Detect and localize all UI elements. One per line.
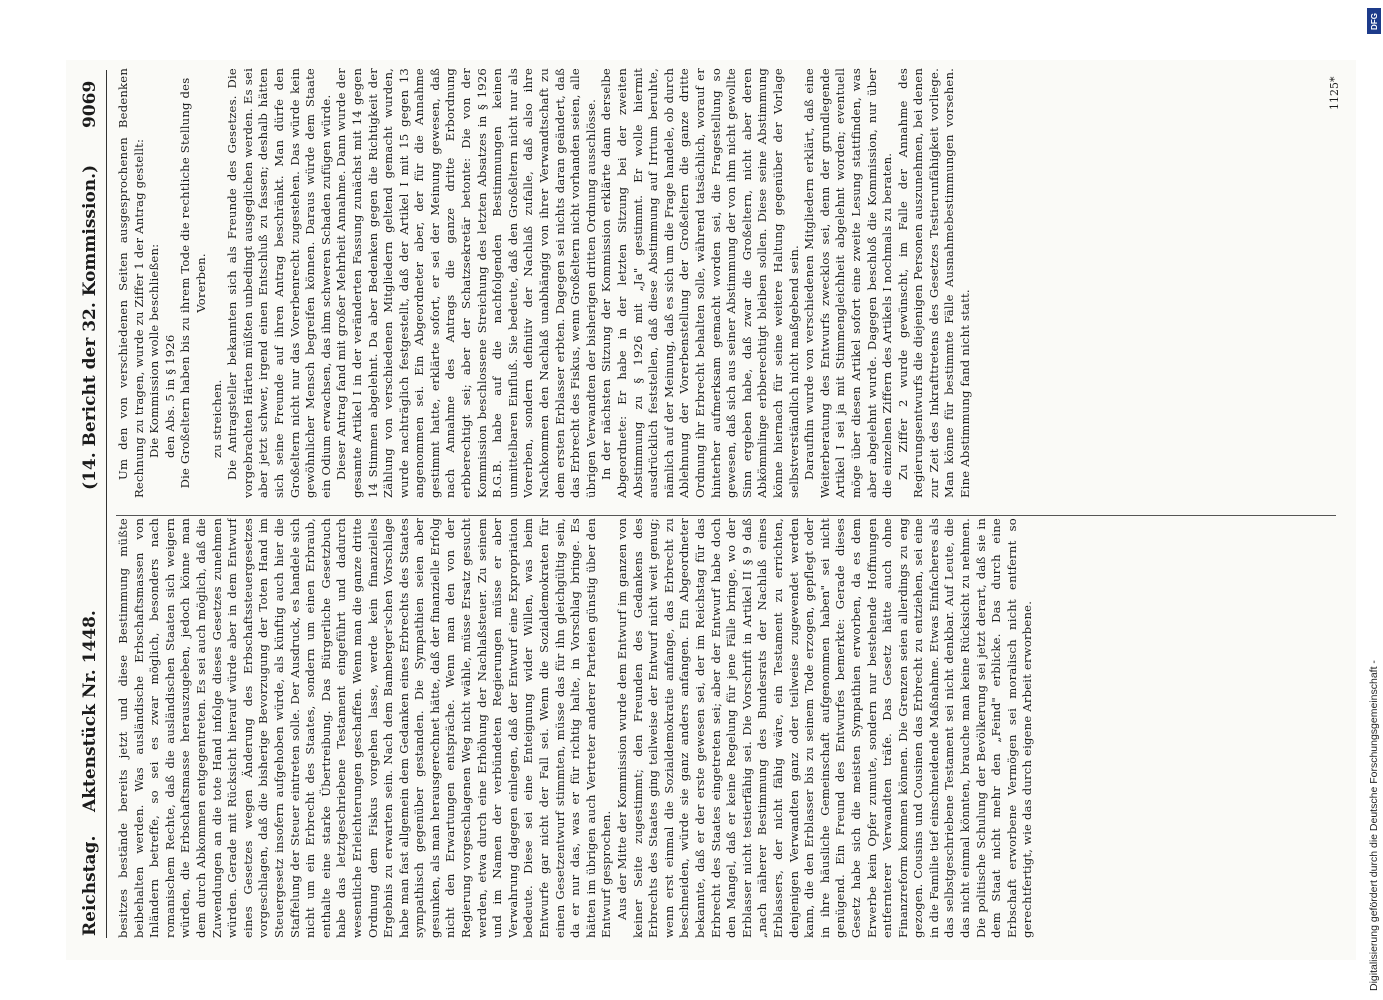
motion-quote: Die Großeltern haben bis zu ihrem Tode die rechtliche Stellung des Vorerben. — [178, 77, 208, 489]
dfg-logo-text: DFG — [1369, 12, 1379, 30]
header-report-title: (14. Bericht der 32. Kommission.) — [80, 164, 100, 490]
left-column — [116, 518, 1336, 938]
right-paragraph: Dieser Antrag fand mit großer Mehrheit Annahme. Dann wurde der gesamte Artikel I in der veränderten Fassung zunächst mit 14 gegen 14 Stimmen abgelehnt. Da aber Bedenken gegen die Richtigkeit der Zählung von verschiedenen Mitgliedern geltend gemacht wurden, wurde nachträglich festgestellt, daß der Artikel I mit 15 gegen 13 angenommen sei. Ein Abgeordneter aber, der für die Annahme gestimmt hatte, erklärte sofort, er sei der Meinung gewesen, daß nach Annahme des Antrags die ganze dritte Erbordnung erbberechtigt sei; aber der Schatzsekretär betonte: Die von der Kommission beschlossene Streichung des letzten Absatzes in § 1926 B.G.B. habe auf die nachfolgenden Bestimmungen keinen unmittelbaren Einfluß. Sie bedeute, daß den Großeltern nicht nur als Vorerben, sondern definitiv der Nachlaß zufalle, daß also ihre Nachkommen den Nachlaß unabhängig von ihrer Verwandtschaft zu dem ersten Erblasser erbten. Dagegen sei nichts daran geändert, daß das Erbrecht des Fiskus, wenn Großeltern nicht vorhanden seien, alle übrigen Verwandten der bisherigen dritten Ordnung ausschlösse. — [334, 68, 598, 498]
scanned-document-page — [66, 60, 1356, 960]
header-document-number: Aktenstück Nr. 1448. — [80, 610, 100, 812]
motion-line: den Abs. 5 in § 1926 — [162, 334, 177, 458]
header-rule — [106, 70, 107, 938]
footer-page-mark: 1125* — [1328, 76, 1341, 110]
digitization-credit: Digitalisierung gefördert durch die Deutsche Forschungsgemeinschaft - — [1368, 660, 1380, 991]
motion-line: zu streichen. — [209, 379, 224, 458]
right-paragraph: Zu Ziffer 2 wurde gewünscht, im Falle der Annahme des Regierungsentwurfs die diejenigen Personen auszunehmen, bei denen zur Zeit des Inkrafttretens des Gesetzes Testierunfähigkeit vorliege. Man könne für bestimmte Fälle Ausnahmebestimmungen vorsehen. Eine Abstimmung fand nicht statt. — [895, 68, 973, 498]
left-paragraph: Aus der Mitte der Kommission wurde dem Entwurf im ganzen von keiner Seite zugestimmt; den Freunden des Gedankens des Erbrechts des Staates ging teilweise der Entwurf nicht weit genug; wenn erst einmal die Sozialdemokratie anfange, das Erbrecht zu beschneiden, würde sie ganz anders anfangen. Ein Abgeordneter bekannte, daß er der erste gewesen sei, der im Reichstag für das Erbrecht des Staates eingetreten sei; aber der Entwurf habe doch den Mangel, daß er keine Regelung für jene Fälle bringe, wo der Erblasser nicht testierfähig sei. Die Vorschrift in Artikel II § 9 daß „nach näherer Bestimmung des Bundesrats der Nachlaß eines Erblassers, der nicht fähig wäre, ein Testament zu errichten, denjenigen Verwandten ganz oder teilweise zugewendet werden kann, die den Erblasser bis zu seinem Tode erzogen, gepflegt oder in ihre häusliche Gemeinschaft aufgenommen haben" sei nicht genügend. Ein Freund des Entwurfes bemerkte: Gerade dieses Gesetz habe sich die meisten Sympathien erworben, da es dem Erwerbe kein Opfer zumute, sondern nur bestehende Hoffnungen entfernterer Verwandten träfe. Das Gesetz hätte auch ohne Finanzreform kommen können. Die Grenzen seien allerdings zu eng gezogen. Cousins und Cousinen das Erbrecht zu entziehen, sei eine in die Familie tief einschneidende Maßnahme. Etwas Einfacheres als das selbstgeschriebene Testament sei nicht denkbar. Auf Leute, die das nicht einmal könnten, brauche man keine Rücksicht zu nehmen. Die politische Schulung der Bevölkerung sei jetzt derart, daß sie in dem Staat nicht mehr den „Feind" erblicke. Das durch eine Erbschaft erworbene Vermögen sei moralisch nicht entfernt so gerechtfertigt, wie das durch eigene Arbeit erworbene. — [615, 518, 1035, 938]
left-paragraph: besitzes bestände bereits jetzt und diese Bestimmung müßte beibehalten werden. Was ausländische Erbschaftsmassen von Inländern betreffe, so sei es zwar möglich, besonders nach romanischem Rechte, daß die ausländischen Staaten sich weigern würden, die Erbschaftsmasse herauszugeben, jedoch könne man dem durch Abkommen entgegentreten. Es sei auch möglich, daß die Zuwendungen an die tote Hand infolge dieses Gesetzes zunehmen würden. Gerade mit Rücksicht hierauf würde aber in dem Entwurf eines Gesetzes wegen Änderung des Erbschaftssteuergesetzes vorgeschlagen, daß die bisherige Bevorzugung der Toten Hand im Steuergesetz insofern aufgehoben würde, als künftig auch hier die Staffelung der Steuer eintreten solle. Der Ausdruck, es handele sich nicht um ein Erbrecht des Staates, sondern um einen Erbraub, enthalte eine starke Übertreibung. Das Bürgerliche Gesetzbuch habe das letztgeschriebene Testament eingeführt und dadurch wesentliche Erleichterungen geschaffen. Wenn man die ganze dritte Ordnung dem Fiskus vorgehen lasse, werde kein finanzielles Ergebnis zu erwarten sein. Nach dem Bamberger'schen Vorschlage habe man fast allgemein dem Gedanken eines Erbrechts des Staates sympathisch gegenüber gestanden. Die Sympathien seien aber gesunken, als man herausgerechnet hätte, daß der finanzielle Erfolg nicht den Erwartungen entspräche. Wenn man den von der Regierung vorgeschlagenen Weg nicht wähle, müsse Ersatz gesucht werden, etwa durch eine Erhöhung der Nachlaßsteuer. Zu seinem und im Namen der verbündeten Regierungen müsse er aber Verwahrung dagegen einlegen, daß der Entwurf eine Expropriation bedeute. Diese sei eine Enteignung wider Willen, was beim Entwurfe gar nicht der Fall sei. Wenn die Sozialdemokraten für einen Gesetzentwurf stimmten, müsse das für ihn gleichgültig sein, da er nur das, was er für richtig halte, in Vorschlag bringe. Es hätten im übrigen auch Vertreter anderer Parteien günstig über den Entwurf gesprochen. — [116, 518, 614, 938]
right-paragraph: Um den von verschiedenen Seiten ausgesprochenen Bedenken Rechnung zu tragen, wurde zu Ziffer 1 der Antrag gestellt: — [116, 68, 146, 498]
right-paragraph: In der nächsten Sitzung der Kommission erklärte dann derselbe Abgeordnete: Er habe in der letzten Sitzung bei der zweiten Abstimmung zu § 1926 mit „Ja" gestimmt. Er wolle hiermit ausdrücklich feststellen, daß diese Abstimmung auf Irrtum beruhte, nämlich auf der Meinung, daß es sich um die Frage handele, ob durch Ablehnung der Vorerbenstellung der Großeltern die ganze dritte Ordnung ihr Erbrecht behalten solle, während tatsächlich, worauf er hinterher aufmerksam gemacht worden sei, die Fragestellung so gewesen, daß sich aus seiner Abstimmung der von ihm nicht gewollte Sinn ergeben habe, daß zwar die Großeltern, nicht aber deren Abkömmlinge erbberechtigt bleiben sollen. Diese seine Abstimmung könne hiernach für seine weitere Haltung gegenüber der Vorlage selbstverständlich nicht maßgebend sein. — [599, 68, 801, 498]
right-column — [116, 68, 1336, 498]
header-chamber: Reichstag. — [80, 835, 100, 936]
header-page-number: 9069 — [80, 80, 100, 128]
column-divider — [116, 515, 1336, 516]
right-paragraph: Daraufhin wurde von verschiedenen Mitgliedern erklärt, daß eine Weiterberatung des Entwurfs zwecklos sei, denn der grundlegende Artikel I sei ja mit Stimmengleichheit abgelehnt worden; eventuell möge über diesen Artikel sofort eine zweite Lesung stattfinden, was aber abgelehnt wurde. Dagegen beschloß die Kommission, nur über die einzelnen Ziffern des Artikels I nochmals zu beraten. — [802, 68, 895, 498]
right-paragraph: Die Antragsteller bekannten sich als Freunde des Gesetzes. Die vorgebrachten Härten müßten unbedingt ausgeglichen werden. Es sei aber jetzt schwer, irgend einen Entschluß zu fassen; deshalb hätten sich seine Freunde auf ihren Antrag beschränkt. Man dürfe den Großeltern nicht nur das Vorerbenrecht zugestehen. Das würde kein gewöhnlicher Mensch begreifen können. Daraus würde dem Staate ein Odium erwachsen, das ihm schweren Schaden zufügen würde. — [225, 68, 333, 498]
motion-line: Die Kommission wolle beschließen: — [147, 243, 162, 458]
